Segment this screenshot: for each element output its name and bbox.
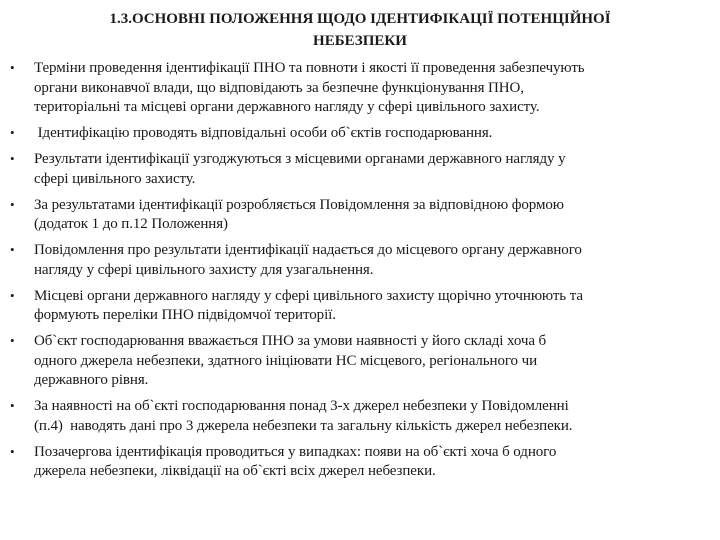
list-item-text-line: Позачергова ідентифікація проводиться у випадках: появи на об`єкті хоча б одного <box>34 442 557 460</box>
list-item <box>0 240 720 279</box>
bullet-icon: • <box>10 125 15 140</box>
title-line: 1.3.ОСНОВНІ ПОЛОЖЕННЯ ЩОДО ІДЕНТИФІКАЦІЇ ПОТЕНЦІЙНОЇ <box>109 11 611 27</box>
bullet-icon: • <box>10 60 15 75</box>
bullet-icon: • <box>10 443 15 459</box>
list-item-text-line: одного джерела небезпеки, здатного ініціювати НС місцевого, регіонального чи <box>34 351 538 369</box>
list-item-text-line: органи виконавчої влади, що відповідають за безпечне функціонування ПНО, <box>34 78 524 96</box>
list-item-text-line: Повідомлення про результати ідентифікації надається до місцевого органу державного <box>34 241 582 258</box>
bullet-icon: • <box>10 151 15 166</box>
list-item-text-line: формують переліки ПНО підвідомчої території. <box>34 306 336 323</box>
bullet-icon: • <box>10 196 15 212</box>
bullet-icon: • <box>10 287 15 303</box>
list-item <box>0 149 720 188</box>
list-item <box>0 331 720 390</box>
list-item <box>0 123 720 143</box>
list-item-text-line: джерела небезпеки, ліквідації на об`єкті всіх джерел небезпеки. <box>34 462 436 479</box>
list-item-text-line: (додаток 1 до п.12 Положення) <box>34 215 228 232</box>
list-item-text-line: Результати ідентифікації узгоджуються з місцевими органами державного нагляду у <box>34 150 566 167</box>
bullet-icon: • <box>10 242 15 257</box>
slide-title <box>0 8 720 52</box>
bullet-list <box>0 58 720 487</box>
list-item <box>0 442 720 481</box>
list-item-text-line: державного рівня. <box>34 371 149 388</box>
list-item-text-line: сфері цивільного захисту. <box>34 169 196 187</box>
list-item-text-line: Місцеві органи державного нагляду у сфері цивільного захисту щорічно уточнюють та <box>34 286 583 304</box>
list-item <box>0 396 720 435</box>
bullet-icon: • <box>10 398 15 413</box>
list-item-text-line: Об`єкт господарювання вважається ПНО за умови наявності у його складі хоча б <box>34 332 547 349</box>
list-item-text-line: За результатами ідентифікації розробляється Повідомлення за відповідною формою <box>34 195 564 213</box>
list-item-text-line: За наявності на об`єкті господарювання понад 3-х джерел небезпеки у Повідомленні <box>34 397 569 414</box>
list-item-text-line: нагляду у сфері цивільного захисту для узагальнення. <box>34 260 374 278</box>
bullet-icon: • <box>10 333 15 348</box>
list-item-text-line: територіальні та місцеві органи державного нагляду у сфері цивільного захисту. <box>34 98 540 115</box>
list-item <box>0 286 720 325</box>
list-item-text-line: Ідентифікацію проводять відповідальні особи об`єктів господарювання. <box>34 124 493 141</box>
title-line: НЕБЕЗПЕКИ <box>313 33 407 49</box>
list-item <box>0 58 720 117</box>
list-item-text-line: (п.4) наводять дані про 3 джерела небезпеки та загальну кількість джерел небезпеки. <box>34 416 573 434</box>
list-item-text-line: Терміни проведення ідентифікації ПНО та повноти і якості її проведення забезпечують <box>34 59 585 76</box>
list-item <box>0 195 720 234</box>
